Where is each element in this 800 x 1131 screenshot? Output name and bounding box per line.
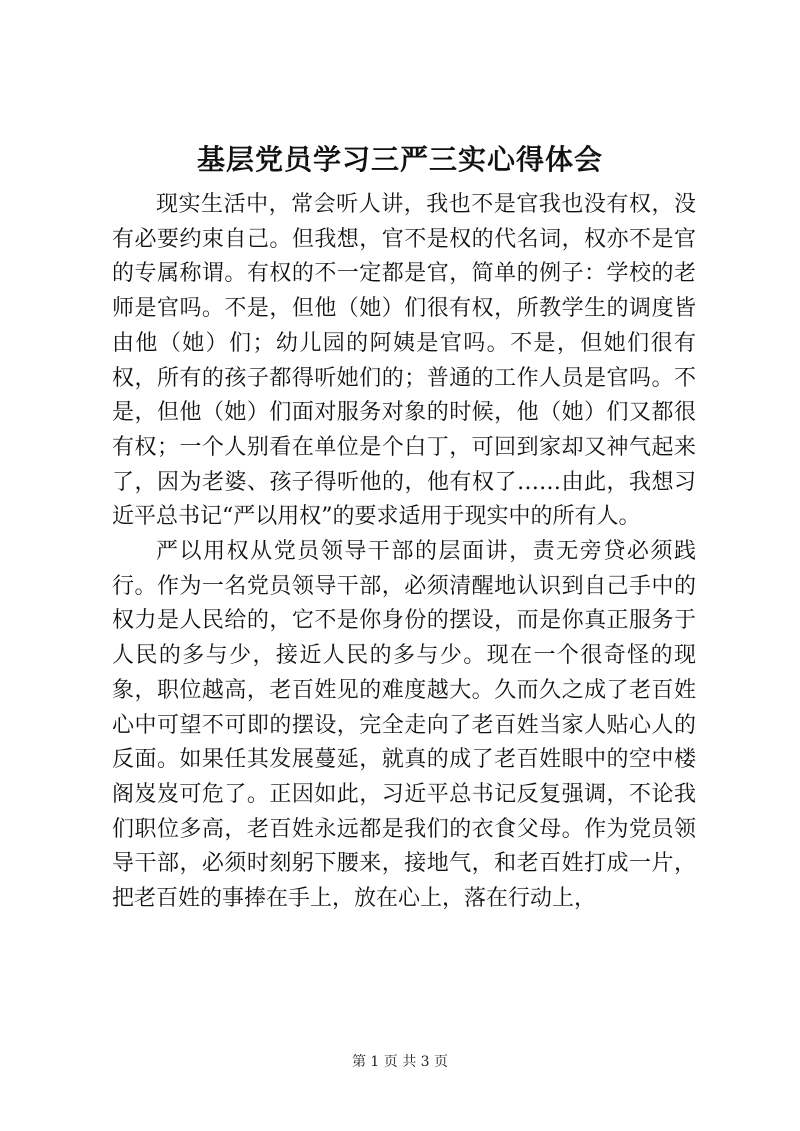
page-footer: 第 1 页 共 3 页 (351, 1054, 449, 1070)
paragraph-2: 严以用权从党员领导干部的层面讲，责无旁贷必须践行。作为一名党员领导干部，必须清醒地认识到自己手中的权力是人民给的，它不是你身份的摆设，而是你真正服务于人民的多与少，接近人民的多与少。现在一个很奇怪的现象，职位越高，老百姓见的难度越大。久而久之成了老百姓心中可望不可即的摆设，完全走向了老百姓当家人贴心人的反面。如果任其发展蔓延，就真的成了老百姓眼中的空中楼阁岌岌可危了。正因如此，习近平总书记反复强调，不论我们职位多高，老百姓永远都是我们的衣食父母。作为党员领导干部，必须时刻躬下腰来，接地气，和老百姓打成一片，把老百姓的事捧在手上，放在心上，落在行动上， (112, 539, 696, 912)
document-title: 基层党员学习三严三实心得体会 (196, 143, 603, 176)
paragraph-1: 现实生活中，常会听人讲，我也不是官我也没有权，没有必要约束自己。但我想，官不是权的代名词，权亦不是官的专属称谓。有权的不一定都是官，简单的例子：学校的老师是官吗。不是，但他（她）们很有权，所教学生的调度皆由他（她）们；幼儿园的阿姨是官吗。不是，但她们很有权，所有的孩子都得听她们的；普通的工作人员是官吗。不是，但他（她）们面对服务对象的时候，他（她）们又都很有权；一个人别看在单位是个白丁，可回到家却又神气起来了，因为老婆、孩子得听他的，他有权了……由此，我想习近平总书记“严以用权”的要求适用于现实中的所有人。 (112, 192, 696, 530)
document-body (112, 188, 696, 917)
